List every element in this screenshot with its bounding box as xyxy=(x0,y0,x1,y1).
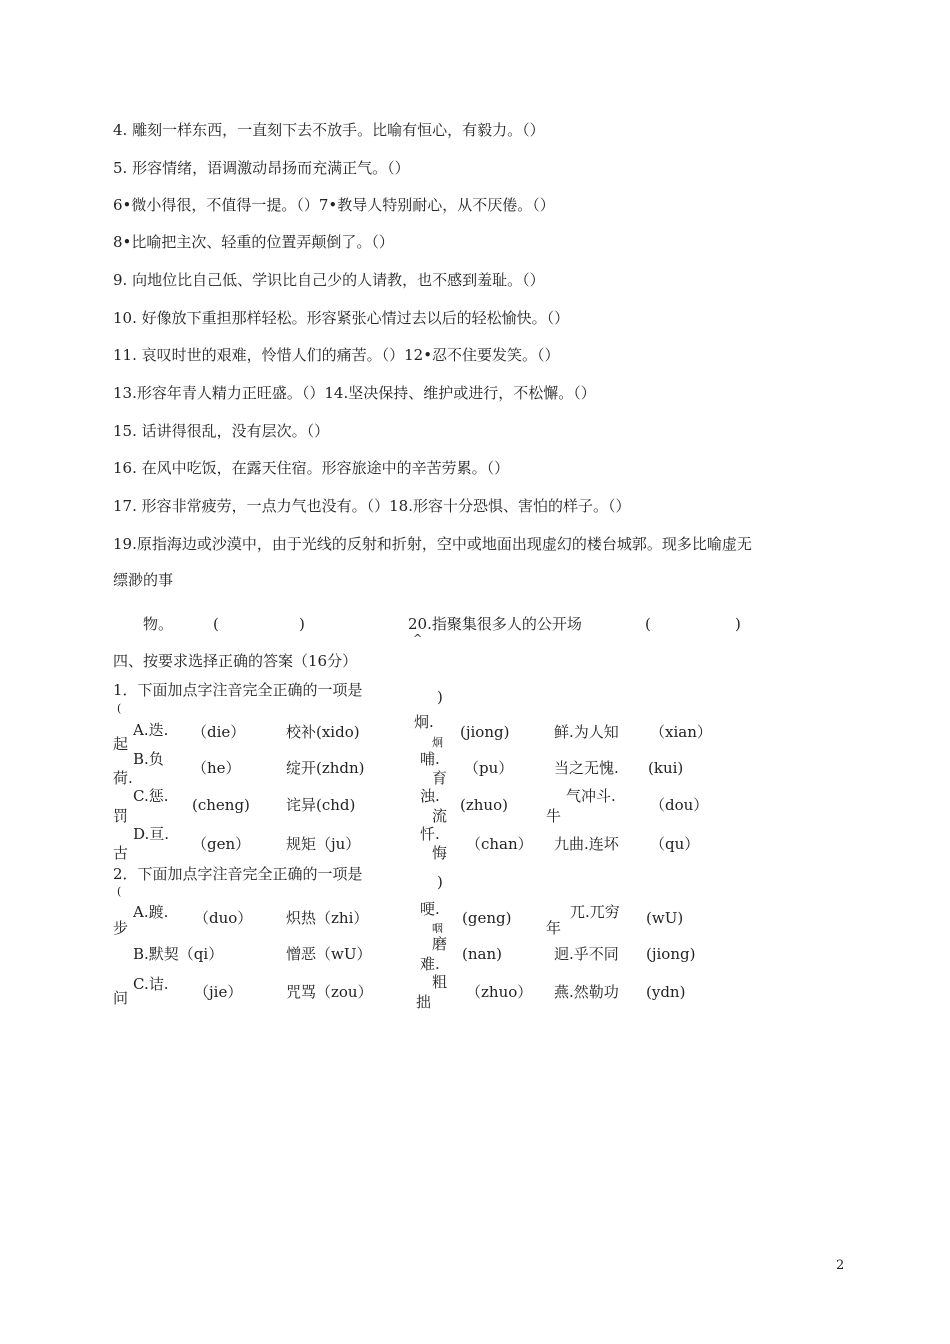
option-pinyin: (ydn) xyxy=(646,983,686,1001)
option-word: 流 xyxy=(432,807,448,825)
option-word: 年 xyxy=(546,919,562,937)
question-line: 13.形容年青人精力正旺盛。（）14.坚决保持、维护或进行，不松懈。（） xyxy=(113,384,596,402)
question-line: 11. 哀叹时世的艰难，怜惜人们的痛苦。（）12•忍不住要发笑。（） xyxy=(113,346,560,364)
option-side-char: 问 xyxy=(113,989,129,1007)
q1-paren-close: ) xyxy=(437,688,443,706)
caret-mark: ^ xyxy=(413,632,423,645)
option-word: 咽 xyxy=(432,922,443,935)
answer-paren-close: ) xyxy=(299,615,305,633)
option-pinyin: （dou） xyxy=(650,796,709,814)
option-word: 咒骂（zou） xyxy=(286,983,373,1001)
option-word: 牛 xyxy=(546,807,562,825)
option-word: 育 xyxy=(432,769,448,787)
answer-paren-open: ( xyxy=(213,615,219,633)
option-label: B.默契（qi） xyxy=(133,945,224,963)
question-line: 10. 好像放下重担那样轻松。形容紧张心情过去以后的轻松愉快。（） xyxy=(113,309,570,327)
q2-paren-open: ( xyxy=(117,885,122,898)
option-word: 校补(xido) xyxy=(286,723,360,741)
option-word: 粗 xyxy=(432,973,448,991)
question-line: 17. 形容非常疲劳，一点力气也没有。（）18.形容十分恐惧、害怕的样子。（） xyxy=(113,497,631,515)
option-pinyin: (nan) xyxy=(462,945,502,963)
option-pinyin: （xian） xyxy=(650,723,712,741)
option-pinyin: （jie） xyxy=(194,983,243,1001)
q1-paren-open: ( xyxy=(117,702,122,715)
question-line: 15. 话讲得很乱，没有层次。（） xyxy=(113,422,330,440)
section-title: 四、按要求选择正确的答案（16分） xyxy=(113,652,358,670)
option-word: 哺. xyxy=(420,750,440,768)
option-label: A.踱. xyxy=(133,903,169,921)
option-word: 九曲.连坏 xyxy=(554,835,619,853)
question-line: 5. 形容情绪，语调激动昂扬而充满正气。（） xyxy=(113,159,410,177)
option-pinyin: （chan） xyxy=(466,835,533,853)
option-word: 绽开(zhdn) xyxy=(286,759,365,777)
question-line: 缥渺的事 xyxy=(113,571,174,589)
option-pinyin: （duo） xyxy=(194,909,253,927)
option-side-char: 步 xyxy=(113,919,129,937)
option-word: 炯 xyxy=(432,736,443,749)
option-word: 悔 xyxy=(432,844,448,862)
option-pinyin: （gen） xyxy=(192,835,251,853)
option-pinyin: （he） xyxy=(192,759,241,777)
q1-stem: 1．下面加点字注音完全正确的一项是 xyxy=(113,681,363,699)
option-label: C.诘. xyxy=(133,975,169,993)
option-pinyin: (jiong) xyxy=(460,723,510,741)
option-label: A.迭. xyxy=(133,721,169,739)
option-label: D.亘. xyxy=(133,825,170,843)
option-word: 气冲斗. xyxy=(566,787,616,805)
question-line: 20.指聚集很多人的公开场 xyxy=(408,615,582,633)
question-line: 19.原指海边或沙漠中，由于光线的反射和折射，空中或地面出现虚幻的楼台城郭。现多比喻虚无 xyxy=(113,535,752,553)
option-pinyin: (wU) xyxy=(646,909,684,927)
option-word: 鲜.为人知 xyxy=(554,723,619,741)
question-line: 16. 在风中吃饭，在露天住宿。形容旅途中的辛苦劳累。（） xyxy=(113,459,510,477)
option-side-char: 起 xyxy=(113,735,129,753)
option-label: C.惩. xyxy=(133,787,169,805)
option-side-char: 古 xyxy=(113,844,129,862)
option-word: 浊. xyxy=(420,787,440,805)
question-line: 8•比喻把主次、轻重的位置弄颠倒了。（） xyxy=(113,233,394,251)
q2-stem: 2．下面加点字注音完全正确的一项是 xyxy=(113,865,363,883)
option-word: 炽热（zhi） xyxy=(286,909,369,927)
option-side-char: 荷. xyxy=(113,769,133,787)
question-line: 6•微小得很，不值得一提。（）7•教导人特别耐心，从不厌倦。（） xyxy=(113,196,555,214)
question-line: 4. 雕刻一样东西，一直刻下去不放手。比喻有恒心，有毅力。（） xyxy=(113,121,545,139)
option-pinyin: （pu） xyxy=(464,759,514,777)
option-pinyin: (zhuo) xyxy=(460,796,508,814)
option-pinyin: （zhuo） xyxy=(466,983,533,1001)
q19-ending: 物。 xyxy=(143,615,174,633)
option-pinyin: (cheng) xyxy=(192,796,250,814)
option-word: 忏. xyxy=(420,825,440,843)
option-word: 燕.然勒功 xyxy=(554,983,619,1001)
option-pinyin: (geng) xyxy=(462,909,512,927)
option-word: 难. xyxy=(420,955,440,973)
option-word: 磨 xyxy=(432,935,448,953)
option-pinyin: （qu） xyxy=(650,835,700,853)
option-word: 憎恶（wU） xyxy=(286,945,372,963)
answer-paren-close: ) xyxy=(735,615,741,633)
option-pinyin: (jiong) xyxy=(646,945,696,963)
option-row-clip xyxy=(100,968,800,1011)
option-word: 兀.兀穷 xyxy=(570,903,620,921)
question-line: 9. 向地位比自己低、学识比自己少的人请教，也不感到羞耻。（） xyxy=(113,271,545,289)
option-label: B.负 xyxy=(133,750,164,768)
answer-paren-open: ( xyxy=(645,615,651,633)
q2-paren-close: ) xyxy=(437,873,443,891)
option-side-char: 罚 xyxy=(113,807,129,825)
option-word: 当之无愧. xyxy=(554,759,619,777)
option-word: 拙 xyxy=(416,993,432,1011)
option-word: 迥.乎不同 xyxy=(554,945,619,963)
option-pinyin: （die） xyxy=(192,723,246,741)
option-word: 炯. xyxy=(414,713,434,731)
page-number: 2 xyxy=(836,1258,845,1273)
option-word: 哽. xyxy=(420,900,440,918)
option-word: 规矩（ju） xyxy=(286,835,361,853)
option-pinyin: (kui) xyxy=(648,759,684,777)
option-word: 诧异(chd) xyxy=(286,796,356,814)
